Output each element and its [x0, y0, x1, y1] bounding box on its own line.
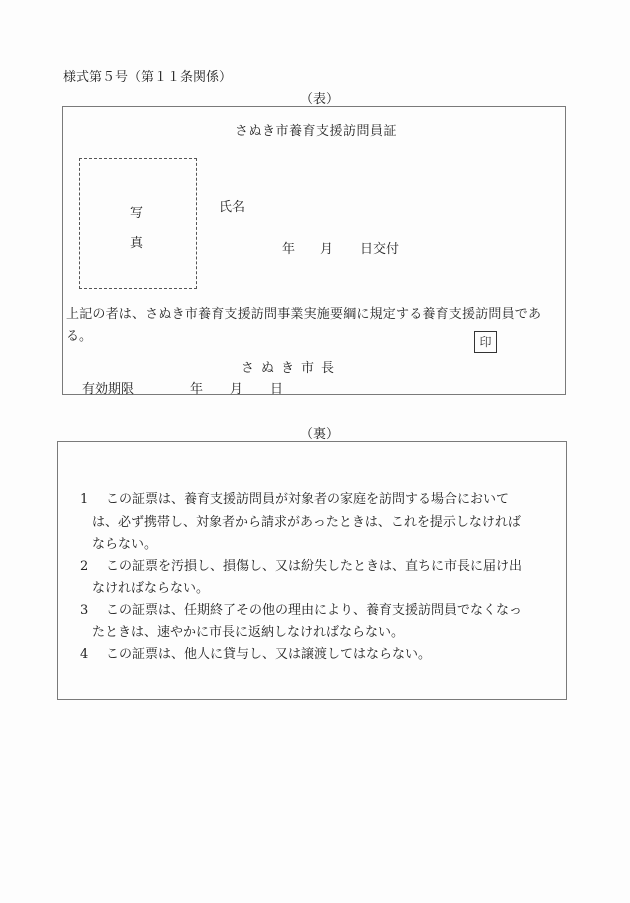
issue-day-label: 日交付 [360, 242, 400, 257]
validity-period [82, 378, 283, 397]
seal-stamp-box: 印 [474, 331, 497, 353]
issue-month-label: 月 [320, 242, 334, 257]
item-line: この証票は、他人に貸与し、又は譲渡してはならない。 [106, 647, 432, 662]
back-item-1 [80, 488, 509, 507]
back-item-3 [80, 599, 522, 618]
item-line: この証票は、任期終了その他の理由により、養育支援訪問員でなくなっ [106, 603, 523, 618]
item-line: この証票を汚損し、損傷し、又は紛失したときは、直ちに市長に届け出 [106, 559, 523, 574]
name-label: 氏名 [219, 200, 246, 215]
issue-year-label: 年 [282, 242, 296, 257]
back-item-3-line-2: たときは、速やかに市長に返納しなければならない。 [92, 625, 405, 640]
back-side-label: （裏） [300, 427, 340, 442]
back-item-1-line-2: は、必ず携帯し、対象者から請求があったときは、これを提示しなければ [92, 515, 521, 530]
back-item-2 [80, 555, 522, 574]
issue-date [282, 238, 399, 257]
front-side-label: （表） [300, 92, 340, 107]
item-number: 4 [80, 647, 89, 662]
mayor-title: さぬき市長 [241, 361, 342, 376]
photo-label-char1: 写 [130, 206, 144, 221]
back-item-1-line-3: ならない。 [92, 537, 158, 552]
statement-line-1: 上記の者は、さぬき市養育支援訪問事業実施要綱に規定する養育支援訪問員であ [66, 307, 542, 322]
photo-label-char2: 真 [130, 236, 144, 251]
card-title: さぬき市養育支援訪問員証 [235, 124, 398, 139]
item-line: この証票は、養育支援訪問員が対象者の家庭を訪問する場合において [106, 492, 510, 507]
form-number: 様式第５号（第１１条関係） [63, 70, 233, 85]
validity-year-label: 年 [190, 382, 204, 397]
statement-line-2: る。 [66, 329, 93, 344]
item-number: 2 [80, 559, 89, 574]
item-number: 1 [80, 492, 89, 507]
back-item-2-line-2: なければならない。 [92, 581, 210, 596]
validity-month-label: 月 [230, 382, 244, 397]
validity-day-label: 日 [270, 382, 284, 397]
photo-placeholder [79, 158, 197, 289]
validity-label: 有効期限 [82, 382, 135, 397]
item-number: 3 [80, 603, 89, 618]
back-item-4 [80, 643, 431, 662]
